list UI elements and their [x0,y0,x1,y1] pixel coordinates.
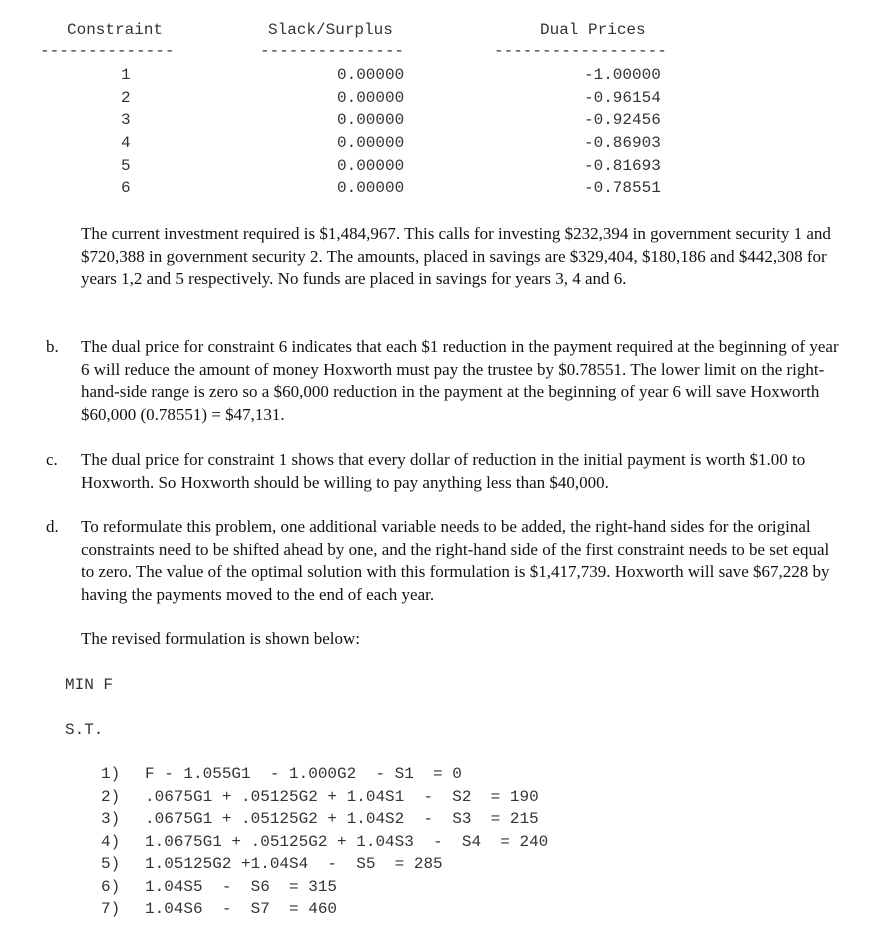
constraint-line [0,878,888,900]
item-b-label: b. [46,337,59,356]
header-constraint: Constraint [67,21,164,39]
table-row [0,157,888,180]
dual-cell: -1.00000 [584,66,661,84]
table-row [0,111,888,134]
item-d-label: d. [46,517,59,536]
item-b-text: The dual price for constraint 6 indicates that each $1 reduction in the payment required at the beginning of year 6 will reduce the amount of money Hoxworth must pay the trustee by $0.78551. The lower limit on the right-hand-side range is zero so a $60,000 reduction in the payment at the beginning of year 6 will save Hoxworth $60,000 (0.78551) = $47,131. [81,337,839,424]
constraint-cell: 3 [121,111,131,129]
constraint-expression: .0675G1 + .05125G2 + 1.04S2 - S3 = 215 [145,810,539,828]
rule-constraint: -------------- [40,42,175,60]
constraint-number: 4) [101,833,121,851]
table-row [0,89,888,112]
constraint-line [0,810,888,832]
table-row [0,179,888,202]
constraint-expression: 1.04S5 - S6 = 315 [145,878,338,896]
constraint-line [0,833,888,855]
revised-intro: The revised formulation is shown below: [81,629,361,648]
constraint-line [0,900,888,922]
constraint-number: 2) [101,788,121,806]
item-d-text: To reformulate this problem, one additional variable needs to be added, the right-hand sides for the original constraints need to be shifted ahead by one, and the right-hand side of the first constraint needs to be set equal to zero. The value of the optimal solution with this formulation is $1,417,739. Hoxworth will save $67,228 by having the payments moved to the end of each year. [81,517,830,604]
table-row [0,134,888,157]
header-slack-surplus: Slack/Surplus [268,21,393,39]
objective: MIN F [65,676,114,694]
slack-cell: 0.00000 [337,134,405,152]
header-dual-prices: Dual Prices [540,21,646,39]
item-c-text: The dual price for constraint 1 shows that every dollar of reduction in the initial payment is worth $1.00 to Hoxworth. So Hoxworth should be willing to pay anything less than $40,000. [81,450,806,492]
constraint-line [0,765,888,787]
constraint-expression: 1.04S6 - S7 = 460 [145,900,338,918]
constraint-line [0,788,888,810]
dual-cell: -0.81693 [584,157,661,175]
constraint-number: 7) [101,900,121,918]
item-c-label: c. [46,450,58,469]
constraint-number: 5) [101,855,121,873]
constraint-cell: 2 [121,89,131,107]
constraint-cell: 4 [121,134,131,152]
constraint-line [0,855,888,877]
slack-cell: 0.00000 [337,89,405,107]
slack-cell: 0.00000 [337,179,405,197]
constraint-expression: 1.05125G2 +1.04S4 - S5 = 285 [145,855,443,873]
constraint-number: 3) [101,810,121,828]
constraint-cell: 6 [121,179,131,197]
constraint-cell: 5 [121,157,131,175]
subject-to: S.T. [65,721,104,739]
dual-cell: -0.86903 [584,134,661,152]
rule-dual-prices: ------------------ [494,42,667,60]
dual-cell: -0.92456 [584,111,661,129]
slack-cell: 0.00000 [337,111,405,129]
slack-cell: 0.00000 [337,157,405,175]
constraint-number: 6) [101,878,121,896]
constraint-expression: .0675G1 + .05125G2 + 1.04S1 - S2 = 190 [145,788,539,806]
dual-cell: -0.78551 [584,179,661,197]
constraint-expression: 1.0675G1 + .05125G2 + 1.04S3 - S4 = 240 [145,833,549,851]
slack-cell: 0.00000 [337,66,405,84]
constraint-cell: 1 [121,66,131,84]
rule-slack-surplus: --------------- [260,42,405,60]
constraint-number: 1) [101,765,121,783]
dual-cell: -0.96154 [584,89,661,107]
table-row [0,66,888,89]
constraint-expression: F - 1.055G1 - 1.000G2 - S1 = 0 [145,765,462,783]
summary-paragraph: The current investment required is $1,484,967. This calls for investing $232,394 in government security 1 and $720,388 in government security 2. The amounts, placed in savings are $329,404, $180,186 and $442,308 for years 1,2 and 5 respectively. No funds are placed in savings for years 3, 4 and 6. [81,224,831,288]
